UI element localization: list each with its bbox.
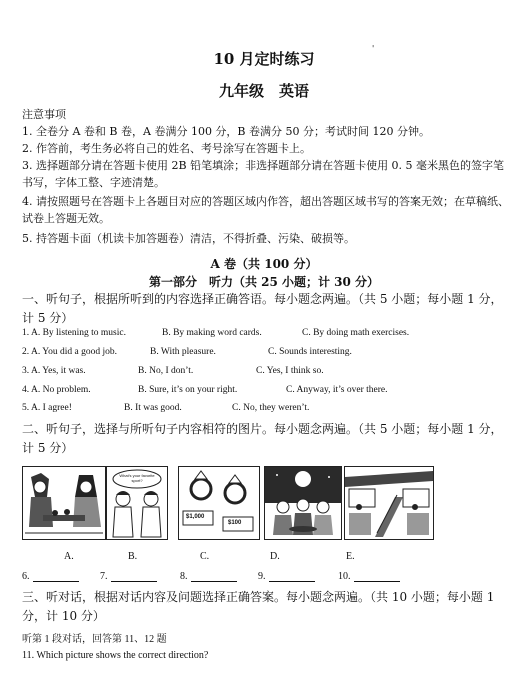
price-tag-100: $100 xyxy=(228,520,242,526)
answer-number: 8. xyxy=(180,571,188,582)
section3-heading: 三、听对话，根据对话内容及问题选择正确答案。每小题念两遍。（共 10 小题；每小题 1 分，计 10 分） xyxy=(22,590,495,623)
option-a: 4. A. No problem. xyxy=(22,385,91,395)
option-c: C. By doing math exercises. xyxy=(302,328,410,338)
question-row xyxy=(22,385,512,399)
picture-label-c: C. xyxy=(200,551,210,562)
answer-line[interactable] xyxy=(111,571,157,582)
option-a: 3. A. Yes, it was. xyxy=(22,366,86,376)
notice-item-4: 4. 请按照题号在答题卡上各题目对应的答题区域内作答，超出答题区域书写的答案无效；在草稿纸、试卷上答题无效。 xyxy=(22,195,509,225)
section2-heading: 二、听句子，选择与所听句子内容相符的图片。每小题念两遍。（共 5 小题；每小题 1 分，计 5 分） xyxy=(22,422,503,455)
option-c: C. No, they weren’t. xyxy=(232,403,310,413)
answer-line[interactable] xyxy=(33,571,79,582)
option-b: B. By making word cards. xyxy=(162,328,262,338)
notice-item-3: 3. 选择题部分请在答题卡使用 2B 铅笔填涂；非选择题部分请在答题卡使用 0. 5 毫米黑色的签字笔书写，字体工整、字迹清楚。 xyxy=(22,159,505,189)
answer-number: 9. xyxy=(258,571,266,582)
part-one-heading: 第一部分 听力（共 25 小题；计 30 分） xyxy=(148,275,380,289)
answer-line[interactable] xyxy=(191,571,237,582)
option-c: C. Anyway, it’s over there. xyxy=(286,385,388,395)
answer-line[interactable] xyxy=(269,571,315,582)
option-a: 5. A. I agree! xyxy=(22,403,72,413)
section1-heading: 一、听句子，根据所听到的内容选择正确答语。每小题念两遍。（共 5 小题；每小题 1 分，计 5 分） xyxy=(22,292,503,325)
picture-a xyxy=(22,466,106,540)
page-mark: ' xyxy=(372,44,375,53)
answer-number: 7. xyxy=(100,571,108,582)
question-row xyxy=(22,328,512,342)
notice-item-2: 2. 作答前，考生务必将自己的姓名、考号涂写在答题卡上。 xyxy=(22,142,311,155)
option-b: B. It was good. xyxy=(124,403,182,413)
answer-blank-7[interactable] xyxy=(100,571,157,582)
answer-blank-6[interactable] xyxy=(22,571,79,582)
speech-bubble-text: What's your favorite sport? xyxy=(119,473,155,483)
option-a: 2. A. You did a good job. xyxy=(22,347,118,357)
answer-blank-9[interactable] xyxy=(258,571,315,582)
price-tag-1000: $1,000 xyxy=(186,514,205,520)
answer-blank-10[interactable] xyxy=(338,571,400,582)
section3-instruction: 听第 1 段对话，回答第 11、12 题 xyxy=(22,634,167,645)
picture-label-b: B. xyxy=(128,551,138,562)
page-subtitle: 九年级 英语 xyxy=(218,82,309,100)
option-a: 1. A. By listening to music. xyxy=(22,328,126,338)
question-row xyxy=(22,347,512,361)
part-a-heading: A 卷（共 100 分） xyxy=(210,257,318,271)
answer-blank-8[interactable] xyxy=(180,571,237,582)
option-b: B. Sure, it’s on your right. xyxy=(138,385,238,395)
notice-item-1: 1. 全卷分 A 卷和 B 卷，A 卷满分 100 分，B 卷满分 50 分；考试时间 120 分钟。 xyxy=(22,125,430,138)
notice-item-5: 5. 持答题卡面（机读卡加答题卷）清洁，不得折叠、污染、破损等。 xyxy=(22,232,355,245)
question-row xyxy=(22,366,512,380)
answer-line[interactable] xyxy=(354,571,400,582)
option-c: C. Yes, I think so. xyxy=(256,366,324,376)
answer-number: 10. xyxy=(338,571,351,582)
question-11: 11. Which picture shows the correct direction? xyxy=(22,650,209,661)
picture-label-e: E. xyxy=(346,551,355,562)
picture-label-a: A. xyxy=(64,551,74,562)
option-b: B. With pleasure. xyxy=(150,347,216,357)
picture-d xyxy=(264,466,342,540)
picture-label-d: D. xyxy=(270,551,280,562)
notice-heading: 注意事项 xyxy=(22,108,66,121)
picture-c xyxy=(178,466,260,540)
option-c: C. Sounds interesting. xyxy=(268,347,352,357)
option-b: B. No, I don’t. xyxy=(138,366,194,376)
question-row xyxy=(22,403,512,417)
picture-e xyxy=(344,466,434,540)
page-title: 10 月定时练习 xyxy=(213,50,315,68)
picture-b xyxy=(106,466,168,540)
answer-number: 6. xyxy=(22,571,30,582)
